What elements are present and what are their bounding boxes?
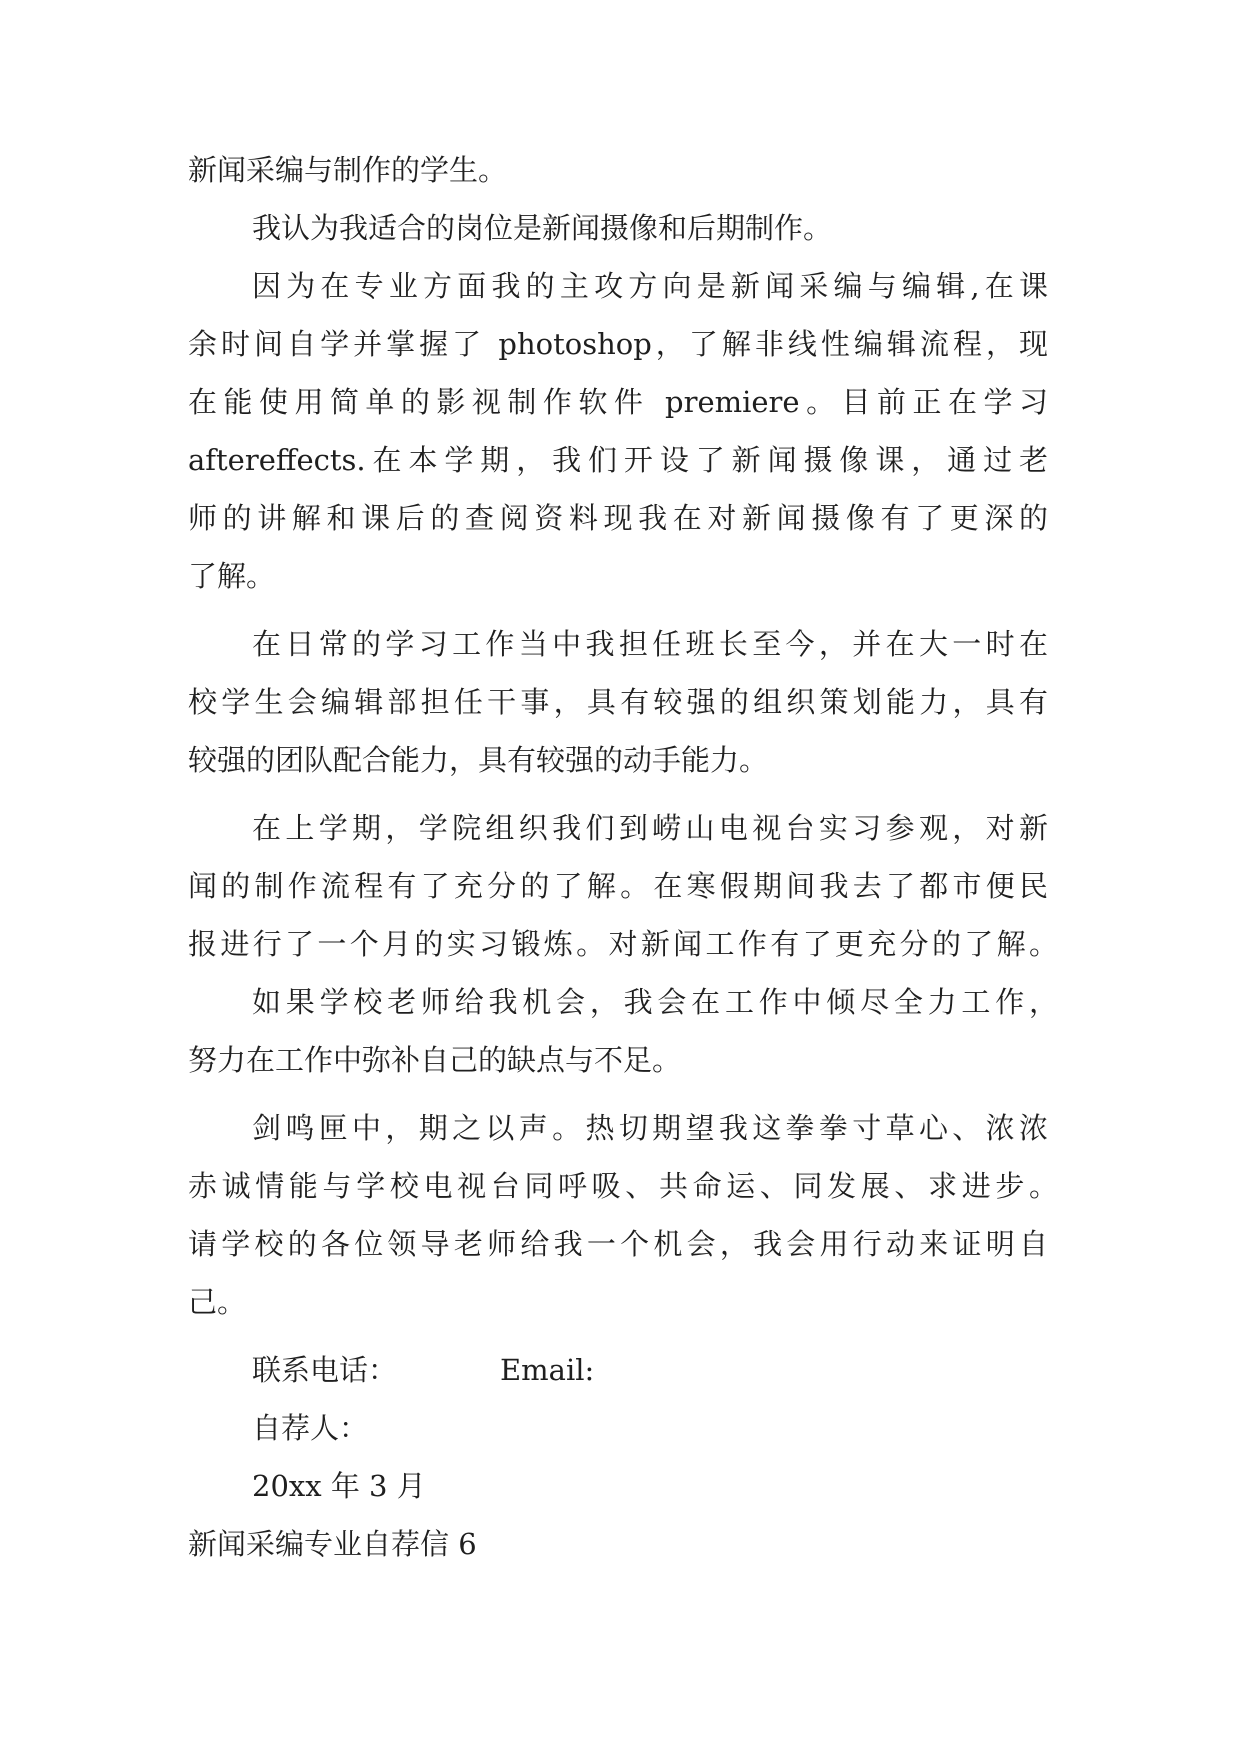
next-letter-title: 新闻采编专业自荐信 6 xyxy=(188,1527,477,1561)
paragraph-line: aftereffects.在本学期，我们开设了新闻摄像课，通过老 xyxy=(188,443,1048,477)
paragraph-line: 赤诚情能与学校电视台同呼吸、共命运、同发展、求进步。 xyxy=(188,1169,1058,1203)
letter-date: 20xx 年 3 月 xyxy=(252,1469,426,1503)
paragraph-line: 报进行了一个月的实习锻炼。对新闻工作有了更充分的了解。 xyxy=(188,927,1058,961)
paragraph-line: 剑鸣匣中，期之以声。热切期望我这拳拳寸草心、浓浓 xyxy=(252,1111,1048,1145)
paragraph-line: 己。 xyxy=(188,1285,247,1319)
paragraph-line: 闻的制作流程有了充分的了解。在寒假期间我去了都市便民 xyxy=(188,869,1048,903)
paragraph-line: 余时间自学并掌握了 photoshop，了解非线性编辑流程，现 xyxy=(188,327,1048,361)
paragraph-line: 因为在专业方面我的主攻方向是新闻采编与编辑,在课 xyxy=(252,269,1048,303)
paragraph-line: 较强的团队配合能力，具有较强的动手能力。 xyxy=(188,743,769,777)
paragraph-line: 努力在工作中弥补自己的缺点与不足。 xyxy=(188,1043,682,1077)
paragraph-line: 在日常的学习工作当中我担任班长至今，并在大一时在 xyxy=(252,627,1048,661)
recommender-label: 自荐人： xyxy=(252,1411,369,1445)
paragraph-line: 了解。 xyxy=(188,559,276,593)
paragraph-line: 我认为我适合的岗位是新闻摄像和后期制作。 xyxy=(252,211,833,245)
paragraph-line: 请学校的各位领导老师给我一个机会，我会用行动来证明自 xyxy=(188,1227,1048,1261)
paragraph-line: 在能使用简单的影视制作软件 premiere。目前正在学习 xyxy=(188,385,1048,419)
paragraph-line: 如果学校老师给我机会，我会在工作中倾尽全力工作， xyxy=(252,985,1058,1019)
paragraph-line: 在上学期，学院组织我们到崂山电视台实习参观，对新 xyxy=(252,811,1048,845)
paragraph-line: 新闻采编与制作的学生。 xyxy=(188,153,508,187)
contact-phone-label: 联系电话： xyxy=(252,1353,398,1387)
contact-email-label: Email: xyxy=(500,1353,595,1387)
paragraph-line: 校学生会编辑部担任干事，具有较强的组织策划能力，具有 xyxy=(188,685,1048,719)
paragraph-line: 师的讲解和课后的查阅资料现我在对新闻摄像有了更深的 xyxy=(188,501,1048,535)
